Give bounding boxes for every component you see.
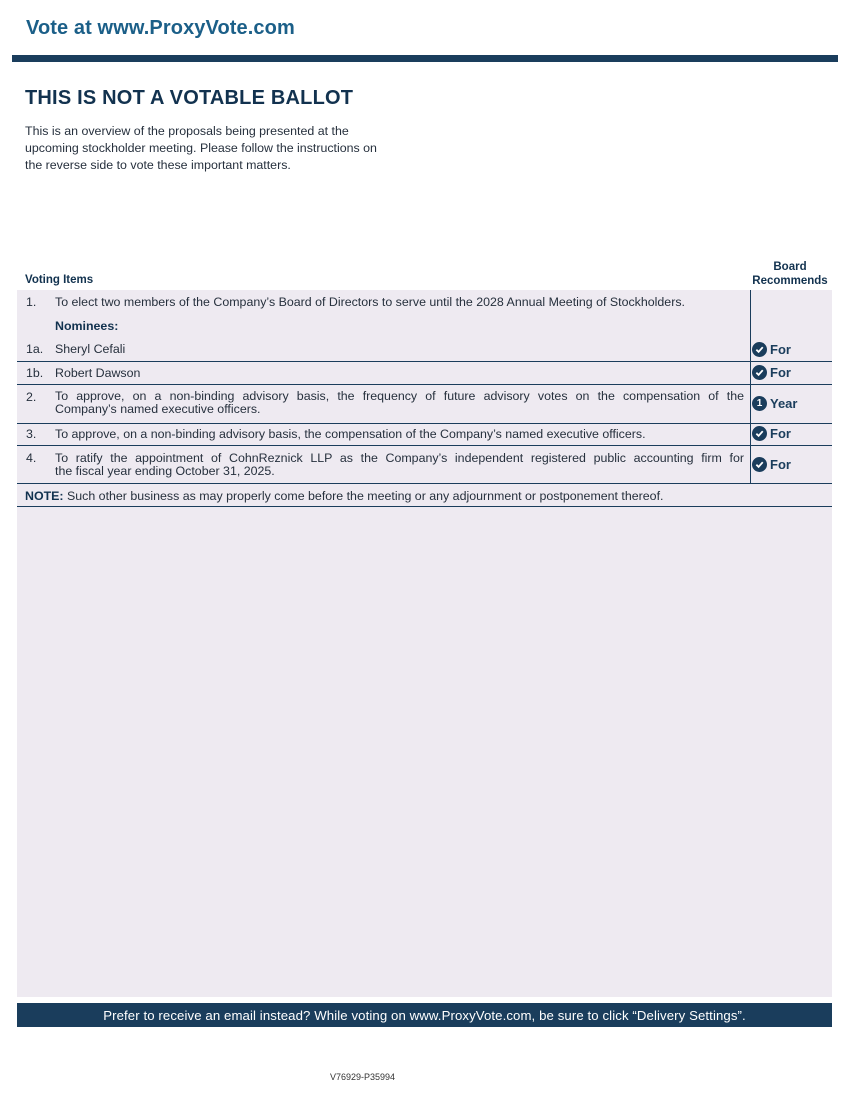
item-text: To approve, on a non-binding advisory basis, the compensation of the Company’s named executive officers. bbox=[55, 427, 646, 441]
board-header-line: Board bbox=[773, 261, 807, 273]
item-text-line: To ratify the appointment of CohnReznick LLP as the Company’s independent registered public accounting firm for bbox=[55, 451, 744, 465]
page-title: THIS IS NOT A VOTABLE BALLOT bbox=[25, 87, 354, 109]
recommendation-label: Year bbox=[770, 396, 798, 411]
item-text: To elect two members of the Company’s Board of Directors to serve until the 2028 Annual Meeting of Stockholders. bbox=[55, 295, 685, 309]
recommendation-4 bbox=[752, 457, 791, 472]
row-divider bbox=[17, 384, 832, 385]
item-number: 1a. bbox=[26, 342, 44, 356]
delivery-settings-banner: Prefer to receive an email instead? While voting on www.ProxyVote.com, be sure to click “Delivery Settings”. bbox=[17, 1003, 832, 1027]
note-body: Such other business as may properly come before the meeting or any adjournment or postponement thereof. bbox=[63, 489, 664, 503]
nominee-name: Sheryl Cefali bbox=[55, 342, 126, 356]
item-text-line: Company’s named executive officers. bbox=[55, 402, 261, 416]
proxyvote-header-link[interactable]: Vote at www.ProxyVote.com bbox=[26, 17, 295, 39]
row-divider bbox=[17, 423, 832, 424]
note-label: NOTE: bbox=[25, 489, 64, 503]
nominee-name: Robert Dawson bbox=[55, 366, 141, 380]
item-number: 1. bbox=[26, 295, 37, 309]
header-rule bbox=[12, 55, 838, 62]
row-divider bbox=[17, 506, 832, 507]
check-circle-icon bbox=[752, 342, 767, 357]
row-divider bbox=[17, 483, 832, 484]
board-header-line: Recommends bbox=[752, 274, 828, 287]
recommendation-1b bbox=[752, 365, 791, 380]
voting-items-header: Voting Items bbox=[25, 274, 94, 286]
board-recommends-header bbox=[748, 261, 832, 288]
check-circle-icon bbox=[752, 426, 767, 441]
intro-line: This is an overview of the proposals being presented at the bbox=[25, 124, 349, 138]
document-code: V76929-P35994 bbox=[330, 1072, 396, 1082]
recommendation-2 bbox=[752, 396, 797, 411]
recommendation-label: For bbox=[770, 426, 791, 441]
note-text bbox=[25, 489, 663, 503]
row-divider bbox=[17, 445, 832, 446]
check-circle-icon bbox=[752, 365, 767, 380]
recommendation-label: For bbox=[770, 342, 791, 357]
recommendation-label: For bbox=[770, 457, 791, 472]
column-divider bbox=[750, 290, 751, 483]
intro-line: upcoming stockholder meeting. Please follow the instructions on bbox=[25, 141, 377, 155]
intro-line: the reverse side to vote these important matters. bbox=[25, 158, 291, 172]
item-number: 4. bbox=[26, 451, 37, 465]
recommendation-3 bbox=[752, 426, 791, 441]
item-number: 2. bbox=[26, 390, 37, 404]
row-divider bbox=[17, 361, 832, 362]
intro-text bbox=[25, 123, 425, 174]
nominees-label: Nominees: bbox=[55, 319, 119, 333]
recommendation-label: For bbox=[770, 365, 791, 380]
item-number: 3. bbox=[26, 427, 37, 441]
item-text-line: To approve, on a non-binding advisory basis, the frequency of future advisory votes on the compensation of the bbox=[55, 389, 744, 403]
recommendation-1a bbox=[752, 342, 791, 357]
item-number: 1b. bbox=[26, 366, 44, 380]
number-one-circle-icon: 1 bbox=[752, 396, 767, 411]
item-text-line: the fiscal year ending October 31, 2025. bbox=[55, 464, 275, 478]
check-circle-icon bbox=[752, 457, 767, 472]
